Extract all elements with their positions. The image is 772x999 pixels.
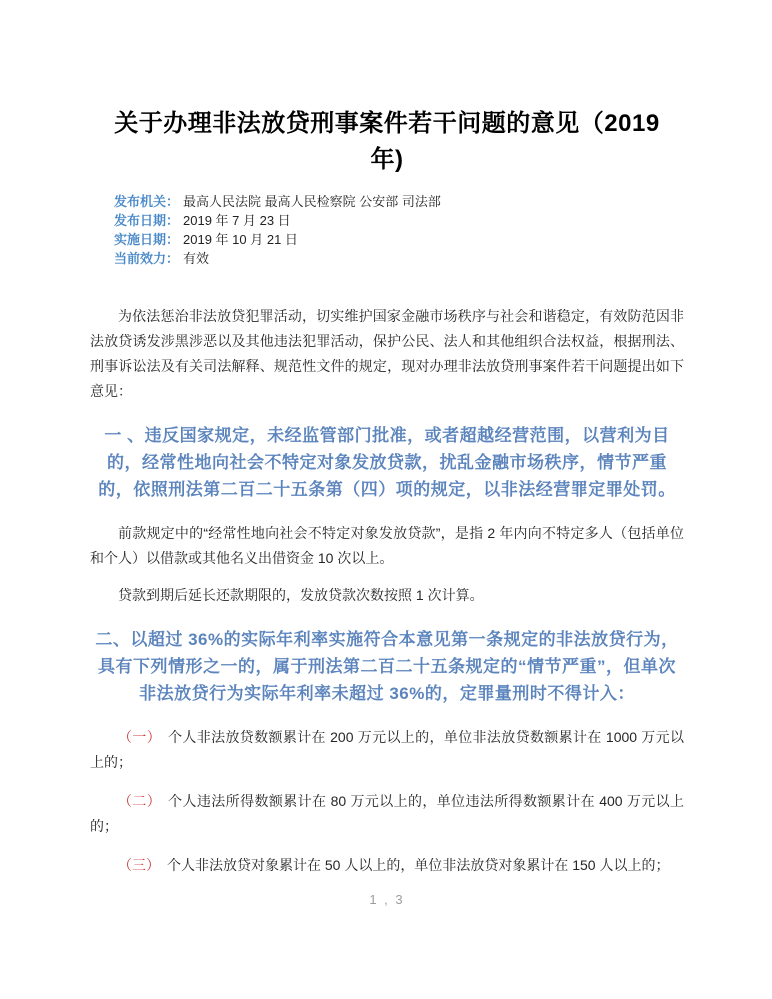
meta-value-current-validity: 有效 — [183, 251, 210, 266]
paragraph-loan-renewal-counting: 贷款到期后延长还款期限的，发放贷款次数按照 1 次计算。 — [118, 587, 484, 603]
item-2-text: 个人违法所得数额累计在 80 万元以上的，单位违法所得数额累计在 400 万元以上的； — [90, 793, 684, 834]
meta-row-effective-date — [114, 230, 684, 249]
meta-label-issuing-authority: 发布机关： — [114, 194, 180, 209]
meta-label-current-validity: 当前效力： — [114, 251, 180, 266]
list-item-1 — [90, 725, 684, 775]
item-3-marker: （三） — [118, 857, 160, 873]
meta-label-publish-date: 发布日期： — [114, 213, 180, 228]
meta-value-effective-date: 2019 年 10 月 21 日 — [183, 232, 298, 247]
meta-row-current-validity — [114, 249, 684, 268]
article-2-heading: 二、以超过 36%的实际年利率实施符合本意见第一条规定的非法放贷行为，具有下列情形之一的，属于刑法第二百二十五条规定的“情节严重”，但单次非法放贷行为实际年利率未超过 36%的，定罪量刑时不得计入： — [95, 630, 679, 703]
article-1-heading: 一 、违反国家规定，未经监管部门批准，或者超越经营范围，以营利为目的，经常性地向社会不特定对象发放贷款，扰乱金融市场秩序，情节严重的，依照刑法第二百二十五条第（四）项的规定，以非法经营罪定罪处罚。 — [98, 426, 676, 499]
meta-value-issuing-authority: 最高人民法院 最高人民检察院 公安部 司法部 — [183, 194, 441, 209]
item-1-text: 个人非法放贷数额累计在 200 万元以上的，单位非法放贷数额累计在 1000 万元以上的； — [90, 729, 685, 770]
page-indicator: 1 , 3 — [369, 892, 405, 907]
meta-value-publish-date: 2019 年 7 月 23 日 — [183, 213, 291, 228]
meta-block — [90, 192, 684, 268]
list-item-2 — [90, 789, 684, 839]
paragraph-frequent-lending-definition: 前款规定中的“经常性地向社会不特定对象发放贷款”，是指 2 年内向不特定多人（包括单位和个人）以借款或其他名义出借资金 10 次以上。 — [90, 525, 684, 566]
list-item-3 — [90, 853, 684, 878]
meta-row-publish-date — [114, 211, 684, 230]
item-3-text: 个人非法放贷对象累计在 50 人以上的，单位非法放贷对象累计在 150 人以上的； — [167, 857, 670, 873]
document-title: 关于办理非法放贷刑事案件若干问题的意见（2019 年) — [114, 110, 660, 173]
item-2-marker: （二） — [118, 793, 162, 809]
meta-label-effective-date: 实施日期： — [114, 232, 180, 247]
item-1-marker: （一） — [118, 729, 162, 745]
intro-paragraph: 为依法惩治非法放贷犯罪活动，切实维护国家金融市场秩序与社会和谐稳定，有效防范因非法放贷诱发涉黑涉恶以及其他违法犯罪活动，保护公民、法人和其他组织合法权益，根据刑法、刑事诉讼法及有关司法解释、规范性文件的规定，现对办理非法放贷刑事案件若干问题提出如下意见： — [90, 308, 684, 399]
meta-row-issuing-authority — [114, 192, 684, 211]
